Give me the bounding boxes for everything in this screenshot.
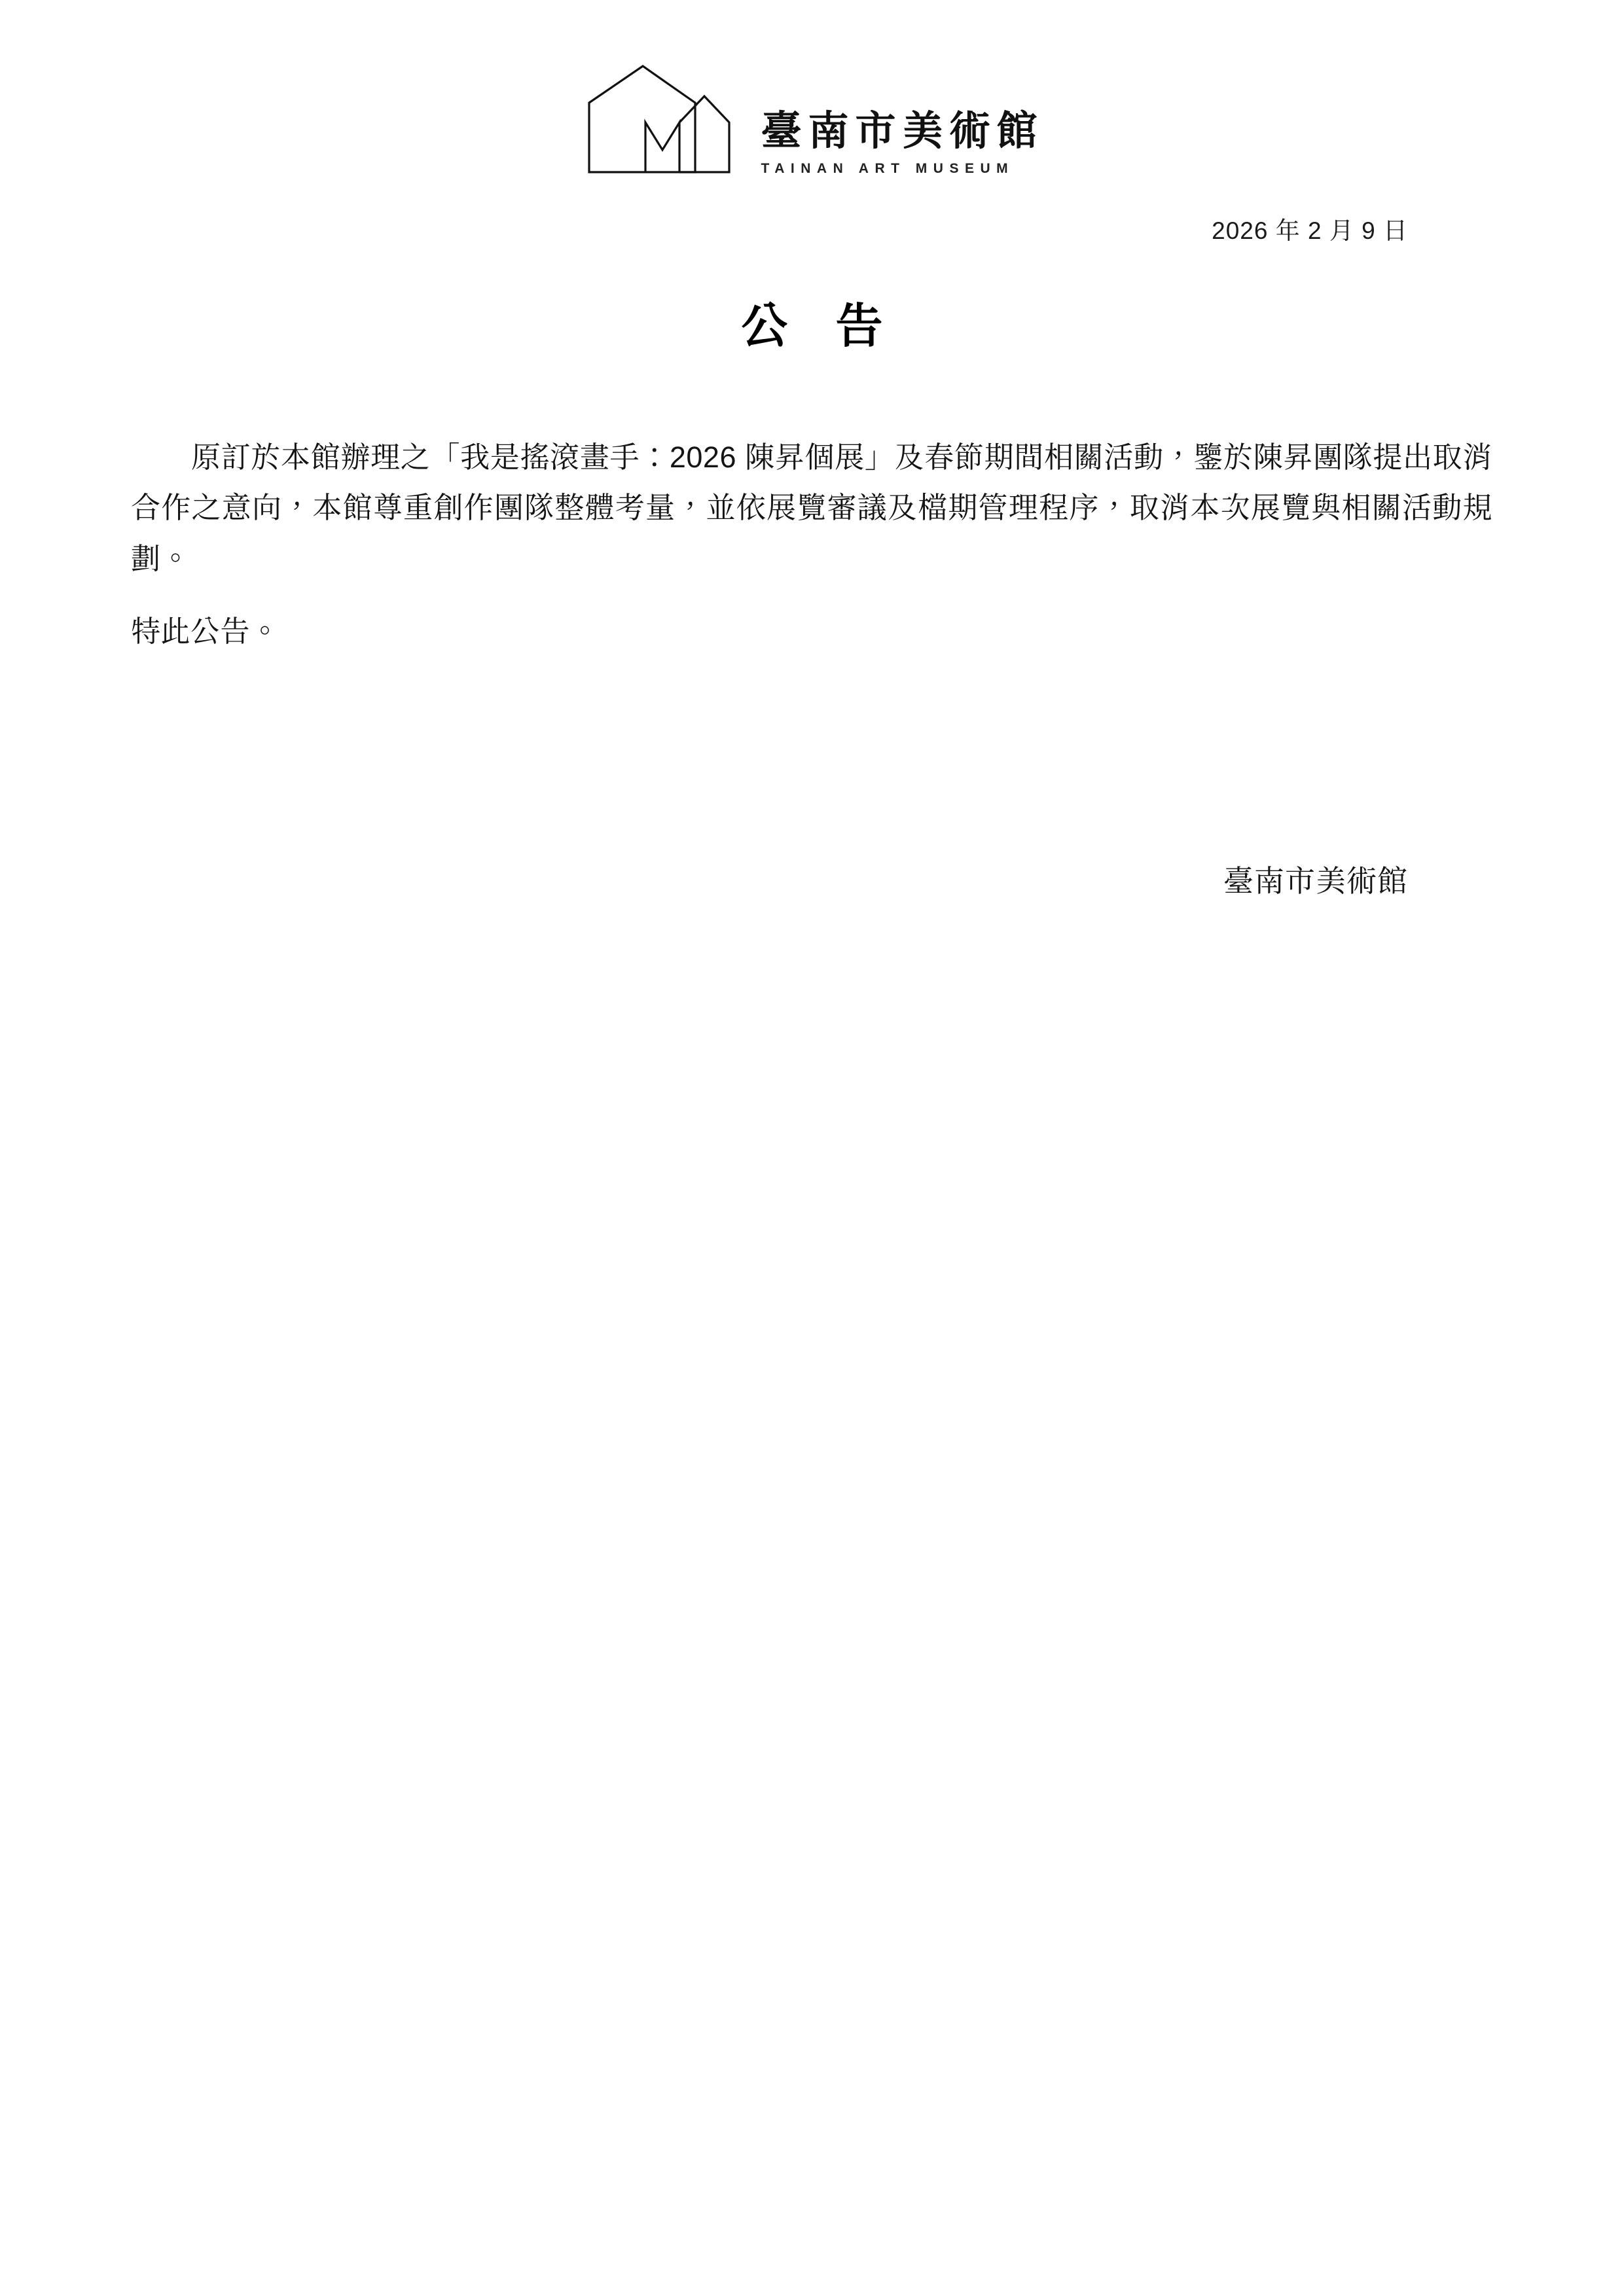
tainan-art-museum-logo-mark-icon — [580, 62, 744, 183]
paragraph: 原訂於本館辦理之「我是搖滾畫手：2026 陳昇個展」及春節期間相關活動，鑒於陳昇團隊提出取消合作之意向，本館尊重創作團隊整體考量，並依展覽審議及檔期管理程序，取消本次展覽與相關活動規劃。 — [131, 440, 1492, 575]
logo-wordmark — [761, 109, 1043, 183]
museum-logo — [0, 62, 1624, 183]
paragraph: 特此公告。 — [131, 615, 280, 649]
document-body — [131, 432, 1492, 679]
document-date: 2026 年 2 月 9 日 — [1212, 217, 1408, 244]
logo-inner — [580, 62, 1043, 183]
signature: 臺南市美術館 — [1223, 864, 1408, 898]
logo-name-zh: 臺南市美術館 — [761, 109, 1044, 154]
logo-name-en: TAINAN ART MUSEUM — [761, 161, 1015, 176]
page-title: 公 告 — [741, 300, 900, 353]
